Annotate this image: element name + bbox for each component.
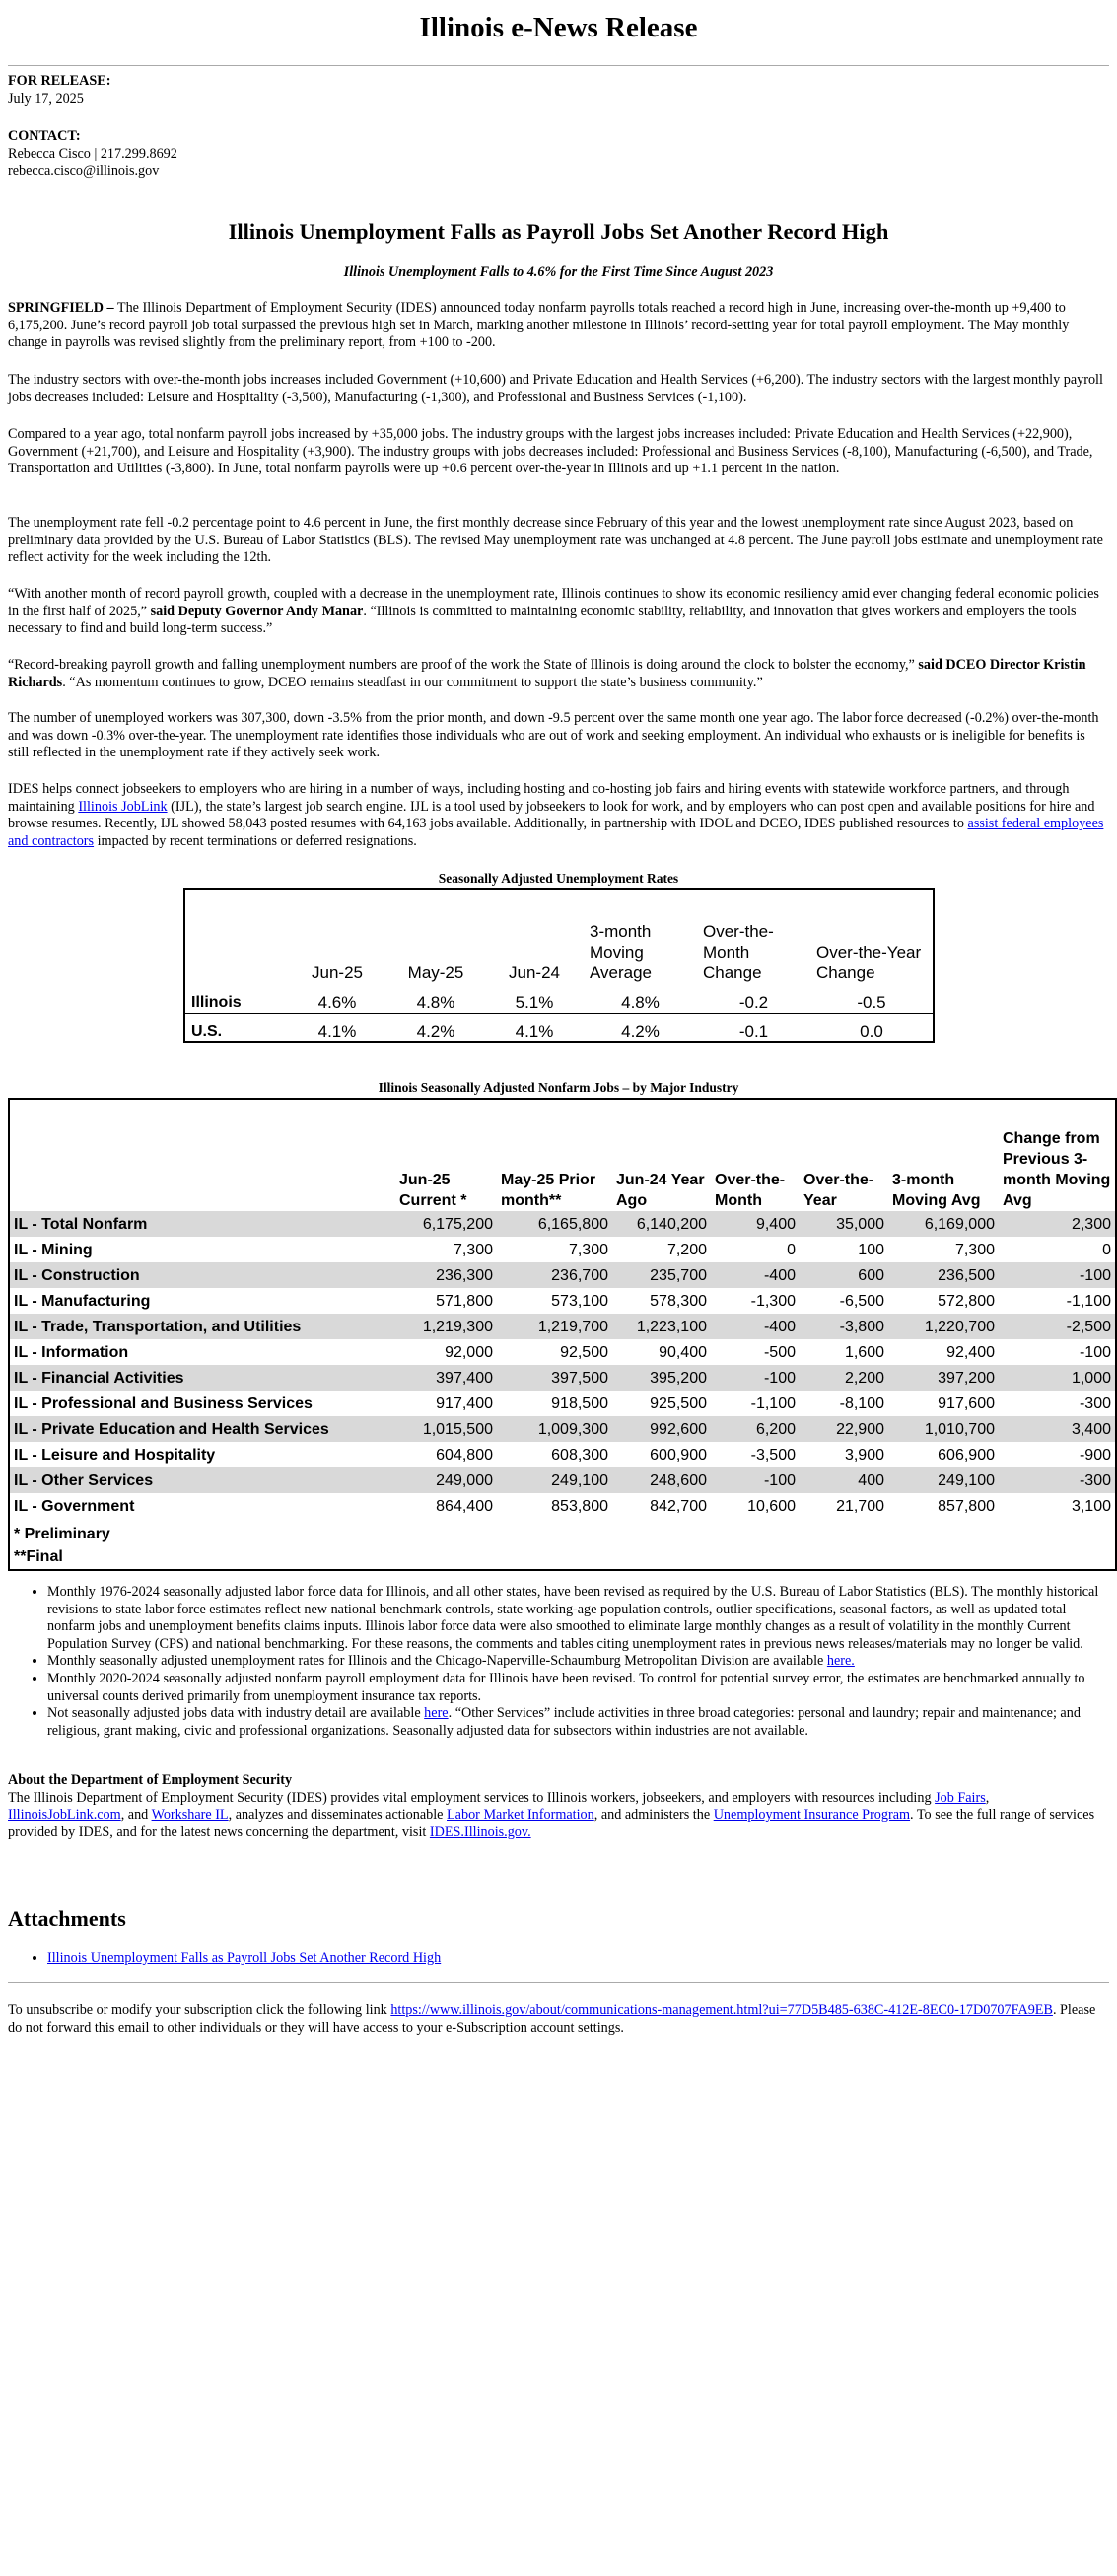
table-cell: 397,200: [888, 1365, 999, 1391]
table-cell: 397,500: [497, 1365, 612, 1391]
column-header: Jun-24 Year Ago: [616, 1172, 705, 1209]
column-header: Over-the-Year: [803, 1172, 874, 1209]
table-row: [9, 1288, 1116, 1314]
table-cell: 857,800: [938, 1497, 995, 1515]
federal-employees-link[interactable]: assist federal employees and contractors: [8, 816, 1104, 849]
table-cell: 7,200: [666, 1241, 707, 1258]
attachments-list: [8, 1950, 441, 1968]
table-cell: 606,900: [938, 1446, 995, 1464]
table-cell: 92,000: [445, 1343, 493, 1361]
paragraph-4: The unemployment rate fell -0.2 percentage point to 4.6 percent in June, the first monthly decrease since February of this year and the lowest unemployment rate since August 2023, based on preliminary data provided by the U.S. Bureau of Labor Statistics (BLS). The revised May unemployment rate was unchanged at 4.8 percent. The June payroll jobs estimate and unemployment rate reflect activity for the week including the 12th.: [8, 515, 1103, 566]
row-label: IL - Government: [14, 1497, 135, 1515]
table-cell: 2,200: [800, 1365, 888, 1391]
table-cell: 4.2%: [386, 1013, 485, 1042]
table-cell: 600,900: [650, 1446, 707, 1464]
paragraph-6: [8, 657, 1108, 691]
table-cell: 571,800: [436, 1292, 493, 1310]
row-label: IL - Professional and Business Services: [14, 1395, 313, 1412]
unemployment-rates-link[interactable]: here.: [826, 1653, 855, 1670]
table-cell: -0.2: [738, 992, 769, 1012]
illinoisjoblink-link[interactable]: IllinoisJobLink.com: [8, 1807, 121, 1824]
table-cell: 1,600: [844, 1343, 884, 1361]
table-cell: 3,400: [999, 1416, 1116, 1442]
table-cell: 0: [1102, 1241, 1111, 1258]
table-cell: -100: [999, 1262, 1116, 1288]
table-cell: 1,223,100: [612, 1314, 711, 1339]
table-cell: 397,400: [395, 1365, 497, 1391]
ides-website-link[interactable]: IDES.Illinois.gov.: [429, 1824, 531, 1840]
paragraph-1: [8, 300, 1108, 352]
unemployment-rates-table: [183, 888, 935, 1043]
table-cell: 6,140,200: [612, 1211, 711, 1237]
table-cell: 604,800: [436, 1446, 493, 1464]
column-header: Over-the-Month: [715, 1172, 786, 1209]
illinois-joblink-link[interactable]: Illinois JobLink: [78, 798, 168, 815]
table-cell: -2,500: [999, 1314, 1116, 1339]
attachments-heading: Attachments: [8, 1906, 126, 1931]
column-header: [9, 1099, 395, 1211]
labor-market-info-link[interactable]: Labor Market Information: [447, 1807, 594, 1824]
table-cell: 3,900: [844, 1446, 884, 1464]
list-item: [47, 1653, 1108, 1671]
table-note-row: [9, 1544, 1116, 1570]
table-cell: 249,100: [497, 1467, 612, 1493]
contact-name: Rebecca Cisco | 217.299.8692: [8, 145, 177, 162]
paragraph-2: The industry sectors with over-the-month jobs increases included Government (+10,600) and Private Education and Health Services (+6,200). The industry sectors with the largest monthly payroll jobs decreases included: Leisure and Hospitality (-3,500), Manufacturing (-1,300), and Professional and Business Services (-1,100).: [8, 372, 1103, 405]
table-cell: -0.1: [697, 1013, 810, 1042]
list-item: [47, 1671, 1108, 1705]
table-cell: 918,500: [551, 1395, 608, 1412]
row-label: IL - Leisure and Hospitality: [14, 1446, 216, 1464]
table-cell: 1,220,700: [888, 1314, 999, 1339]
quote-richards: “Record-breaking payroll growth and falling unemployment numbers are proof of the work the State of Illinois is doing around the clock to bolster the economy,”: [8, 657, 915, 673]
table-cell: 400: [800, 1467, 888, 1493]
table-cell: -1,300: [750, 1292, 796, 1310]
row-label: IL - Total Nonfarm: [9, 1211, 395, 1237]
paragraph-8-text-3: impacted by recent terminations or deferred resignations.: [94, 832, 417, 849]
row-label: IL - Manufacturing: [14, 1292, 151, 1310]
footer-text-part: . Please do not forward this email to other individuals or they will have access to your e-Subscription account settings.: [8, 2002, 1096, 2036]
note-text: Monthly 1976-2024 seasonally adjusted labor force data for Illinois, and all other states, have been revised as required by the U.S. Bureau of Labor Statistics (BLS). The monthly historical revisions to state labor force estimates reflect new national benchmark controls, state working-age population controls, outlier specifications, seasonal factors, as well as updated total nonfarm jobs and unemployment benefits claims inputs. Illinois labor force data were also smoothed to eliminate large monthly changes as a result of volatility in the monthly Current Population Survey (CPS) and national benchmarking. For these reasons, the comments and tables citing unemployment rates in previous news releases/materials may no longer be valid.: [47, 1584, 1099, 1652]
table-cell: 4.6%: [317, 992, 357, 1012]
note-text: Monthly 2020-2024 seasonally adjusted nonfarm payroll employment data for Illinois have been revised. To control for potential survey error, the estimates are benchmarked annually to universal counts derived primarily from unemployment insurance tax reports.: [47, 1670, 1085, 1704]
table-cell: 1,009,300: [497, 1416, 612, 1442]
table-cell: -100: [1079, 1343, 1111, 1361]
table-cell: 853,800: [551, 1497, 608, 1515]
column-header: Jun-25: [312, 964, 363, 982]
table-cell: 35,000: [800, 1211, 888, 1237]
table-cell: 6,175,200: [395, 1211, 497, 1237]
workshare-link[interactable]: Workshare IL: [151, 1807, 229, 1824]
table-cell: 236,700: [497, 1262, 612, 1288]
unemployment-table-header-row: [184, 889, 934, 983]
table-cell: 4.8%: [621, 992, 660, 1012]
table-cell: 6,165,800: [497, 1211, 612, 1237]
table-cell: -400: [711, 1314, 800, 1339]
table-row: [9, 1493, 1116, 1519]
table-cell: 2,300: [999, 1211, 1116, 1237]
table-cell: 1,219,700: [497, 1314, 612, 1339]
table-cell: 6,169,000: [888, 1211, 999, 1237]
table-cell: 0: [787, 1241, 796, 1258]
table-cell: -6,500: [839, 1292, 884, 1310]
about-text-part: ,: [985, 1789, 990, 1806]
table-cell: -1,100: [1066, 1292, 1111, 1310]
paragraph-1-body: The Illinois Department of Employment Security (IDES) announced today nonfarm payrolls totals reached a record high in June, increasing over-the-month up +9,400 to 6,175,200. June’s record payroll job total surpassed the previous high set in March, marking another milestone in Illinois’ record-setting year for total payroll employment. The May monthly change in payrolls was revised slightly from the preliminary report, from +100 to -200.: [8, 300, 1070, 351]
unsubscribe-link[interactable]: https://www.illinois.gov/about/communications-management.html?ui=77D5B485-638C-412E-8EC0-17D0707FA9EB: [390, 2002, 1053, 2018]
row-label: IL - Other Services: [9, 1467, 395, 1493]
table-row: [9, 1237, 1116, 1262]
note-preliminary: * Preliminary: [14, 1526, 110, 1542]
unemployment-insurance-link[interactable]: Unemployment Insurance Program: [713, 1807, 911, 1824]
contact-email: rebecca.cisco@illinois.gov: [8, 163, 160, 179]
column-header: Jun-25 Current *: [399, 1172, 467, 1209]
table-row: [9, 1416, 1116, 1442]
speaker-richards: said DCEO Director Kristin Richards: [8, 657, 1086, 690]
table-cell: 9,400: [711, 1211, 800, 1237]
row-label: IL - Trade, Transportation, and Utilities: [9, 1314, 395, 1339]
table-cell: 21,700: [836, 1497, 884, 1515]
table-cell: 395,200: [612, 1365, 711, 1391]
table-row: [184, 1013, 934, 1042]
table-cell: 90,400: [659, 1343, 707, 1361]
table-row: [9, 1211, 1116, 1237]
table-cell: -100: [711, 1365, 800, 1391]
table-cell: -0.5: [857, 992, 886, 1012]
table-cell: 992,600: [612, 1416, 711, 1442]
table-cell: 600: [800, 1262, 888, 1288]
table-cell: 608,300: [551, 1446, 608, 1464]
table-cell: 842,700: [650, 1497, 707, 1515]
table-cell: 249,100: [888, 1467, 999, 1493]
footer-text-part: To unsubscribe or modify your subscription click the following link: [8, 2002, 391, 2018]
table-cell: 248,600: [612, 1467, 711, 1493]
table-cell: 22,900: [800, 1416, 888, 1442]
jobs-table-caption: Illinois Seasonally Adjusted Nonfarm Jobs – by Major Industry: [378, 1080, 739, 1095]
paragraph-8: [8, 781, 1108, 850]
release-title: Illinois e-News Release: [419, 12, 698, 43]
table-row: [9, 1467, 1116, 1493]
paragraph-8-text-2: (IJL), the state’s largest job search engine. IJL is a tool used by jobseekers to look for work, and by employers who can post open and available positions for hire and browse resumes. Recently, IJL showed 58,043 posted resumes with 64,163 jobs available. Additionally, in partnership with IDOL and DCEO, IDES published resources to: [8, 798, 1095, 832]
table-row: [9, 1262, 1116, 1288]
column-header: Over-the-Year Change: [816, 943, 922, 982]
table-cell: 1,000: [999, 1365, 1116, 1391]
table-row: [9, 1442, 1116, 1467]
table-cell: 7,300: [954, 1241, 995, 1258]
list-item: [47, 1584, 1108, 1653]
table-cell: 5.1%: [515, 992, 554, 1012]
table-cell: -900: [1079, 1446, 1111, 1464]
table-cell: -300: [1079, 1395, 1111, 1412]
table-row: [9, 1365, 1116, 1391]
contact-info: [8, 128, 1109, 180]
row-label: IL - Financial Activities: [9, 1365, 395, 1391]
about-text: [8, 1790, 1109, 1842]
table-cell: 236,300: [395, 1262, 497, 1288]
table-cell: 10,600: [747, 1497, 796, 1515]
about-text-part: , and administers the: [593, 1807, 714, 1824]
note-final: **Final: [14, 1548, 63, 1565]
table-cell: 100: [858, 1241, 884, 1258]
note-text: Not seasonally adjusted jobs data with industry detail are available: [47, 1705, 425, 1722]
row-label: IL - Information: [14, 1343, 129, 1361]
column-header: Jun-24: [509, 964, 560, 982]
release-info: [8, 73, 1109, 107]
header-divider: [8, 65, 1109, 66]
paragraph-8-text: IDES helps connect jobseekers to employers who are hiring in a number of ways, including hosting and co-hosting job fairs and hiring events with statewide workforce partners, and through maintaining: [8, 781, 1070, 815]
table-cell: 925,500: [650, 1395, 707, 1412]
table-cell: 4.1%: [485, 1013, 584, 1042]
column-header: 3-month Moving Average: [590, 922, 653, 982]
release-label: FOR RELEASE:: [8, 73, 111, 89]
table-row: [9, 1339, 1116, 1365]
release-date: July 17, 2025: [8, 90, 84, 107]
contact-label: CONTACT:: [8, 128, 81, 144]
note-text: . “Other Services” include activities in three broad categories: personal and laundry; repair and maintenance; and religious, grant making, civic and professional organizations. Seasonally adjusted data for subsectors within industries are not available.: [47, 1705, 1081, 1739]
jobs-table-header-row: [9, 1099, 1116, 1211]
speaker-manar: said Deputy Governor Andy Manar: [147, 603, 364, 619]
headline: Illinois Unemployment Falls as Payroll Jobs Set Another Record High: [228, 219, 889, 244]
about-text-part: . To see the full range of services provided by IDES, and for the latest news concerning the department, visit: [8, 1807, 1095, 1840]
table-cell: -1,100: [750, 1395, 796, 1412]
table-cell: 573,100: [551, 1292, 608, 1310]
table-cell: -3,800: [800, 1314, 888, 1339]
table-cell: 3,100: [1071, 1497, 1111, 1515]
table-cell: -300: [999, 1467, 1116, 1493]
table-cell: 6,200: [711, 1416, 800, 1442]
list-item: [47, 1705, 1108, 1740]
table-cell: -8,100: [839, 1395, 884, 1412]
subheadline: Illinois Unemployment Falls to 4.6% for the First Time Since August 2023: [343, 264, 774, 280]
table-cell: 4.2%: [584, 1013, 697, 1042]
note-text: Monthly seasonally adjusted unemployment rates for Illinois and the Chicago-Naperville-Schaumburg Metropolitan Division are available: [47, 1653, 827, 1670]
table-cell: 864,400: [436, 1497, 493, 1515]
quote-richards-cont: . “As momentum continues to grow, DCEO remains steadfast in our commitment to support the state’s business community.”: [62, 674, 763, 690]
list-item: [47, 1950, 441, 1968]
table-cell: -400: [711, 1262, 800, 1288]
table-cell: 572,800: [938, 1292, 995, 1310]
row-label: IL - Mining: [14, 1241, 93, 1258]
footer-text: [8, 2002, 1109, 2037]
table-cell: 4.8%: [416, 992, 455, 1012]
row-label: Illinois: [191, 993, 242, 1011]
footer-divider: [8, 1982, 1109, 1983]
column-header: 3-month Moving Avg: [892, 1172, 981, 1209]
table-cell: -100: [711, 1467, 800, 1493]
table-row: [9, 1314, 1116, 1339]
table-cell: 917,600: [938, 1395, 995, 1412]
row-label: IL - Construction: [9, 1262, 395, 1288]
column-header: May-25: [407, 964, 464, 982]
table-cell: 7,300: [453, 1241, 493, 1258]
table-cell: 578,300: [650, 1292, 707, 1310]
column-header: Over-the-Month Change: [703, 922, 774, 982]
about-heading: About the Department of Employment Security: [8, 1772, 293, 1788]
table-cell: 92,500: [560, 1343, 608, 1361]
job-fairs-link[interactable]: Job Fairs: [935, 1789, 986, 1806]
about-text-part: The Illinois Department of Employment Security (IDES) provides vital employment services to Illinois workers, jobseekers, and employers with resources including: [8, 1789, 936, 1806]
nonfarm-jobs-table: [8, 1098, 1117, 1571]
table-cell: 0.0: [810, 1013, 934, 1042]
table-row: [9, 1391, 1116, 1416]
paragraph-3: Compared to a year ago, total nonfarm payroll jobs increased by +35,000 jobs. The industry groups with the largest jobs increases included: Private Education and Health Services (+22,900), Government (+21,700), and Leisure and Hospitality (+3,900). The industry groups with jobs decreases included: Professional and Business Services (-8,100), Manufacturing (-6,500), and Trade, Transportation and Utilities (-3,800). In June, total nonfarm payrolls were up +0.6 percent over-the-year in Illinois and up +1.1 percent in the nation.: [8, 426, 1093, 477]
jobs-data-link[interactable]: here: [424, 1705, 449, 1722]
table-cell: 236,500: [888, 1262, 999, 1288]
table-cell: 1,219,300: [395, 1314, 497, 1339]
table-cell: 249,000: [395, 1467, 497, 1493]
paragraph-7: The number of unemployed workers was 307,300, down -3.5% from the prior month, and down -9.5 percent over the same month one year ago. The labor force decreased (-0.2%) over-the-month and was down -0.3% over-the-year. The unemployment rate identifies those individuals who are out of work and seeking employment. An individual who exhausts or is ineligible for benefits is still reflected in the unemployment rate if they actively seek work.: [8, 710, 1099, 761]
column-header: [184, 889, 288, 983]
table-row: [184, 983, 934, 1013]
notes-list: [8, 1584, 1108, 1740]
quote-manar: “With another month of record payroll growth, coupled with a decrease in the unemployment rate, Illinois continues to show its economic resiliency amid ever changing federal economic policies in the first half of 2025,”: [8, 586, 1099, 619]
table-cell: 235,700: [612, 1262, 711, 1288]
table-cell: 7,300: [568, 1241, 608, 1258]
column-header: Change from Previous 3-month Moving Avg: [1003, 1130, 1111, 1209]
unemployment-table-caption: Seasonally Adjusted Unemployment Rates: [438, 871, 679, 886]
about-text-part: , and: [120, 1807, 152, 1824]
table-cell: -500: [763, 1343, 796, 1361]
about-section: [8, 1772, 1109, 1841]
row-label: IL - Private Education and Health Services: [9, 1416, 395, 1442]
table-note-row: [9, 1519, 1116, 1544]
attachment-link[interactable]: Illinois Unemployment Falls as Payroll Jobs Set Another Record High: [47, 1950, 442, 1966]
table-cell: 92,400: [946, 1343, 995, 1361]
paragraph-5: [8, 586, 1108, 638]
table-cell: 4.1%: [288, 1013, 386, 1042]
table-cell: 1,010,700: [888, 1416, 999, 1442]
dateline: SPRINGFIELD –: [8, 300, 114, 316]
column-header: May-25 Prior month**: [501, 1172, 596, 1209]
row-label: U.S.: [184, 1013, 288, 1042]
table-cell: 1,015,500: [395, 1416, 497, 1442]
quote-manar-cont: . “Illinois is committed to maintaining economic stability, reliability, and innovation that gives workers and employers the tools necessary to find and build long-term success.”: [8, 603, 1077, 637]
jobs-table-body: [9, 1211, 1116, 1519]
table-cell: 917,400: [436, 1395, 493, 1412]
table-cell: -3,500: [750, 1446, 796, 1464]
about-text-part: , analyzes and disseminates actionable: [228, 1807, 448, 1824]
